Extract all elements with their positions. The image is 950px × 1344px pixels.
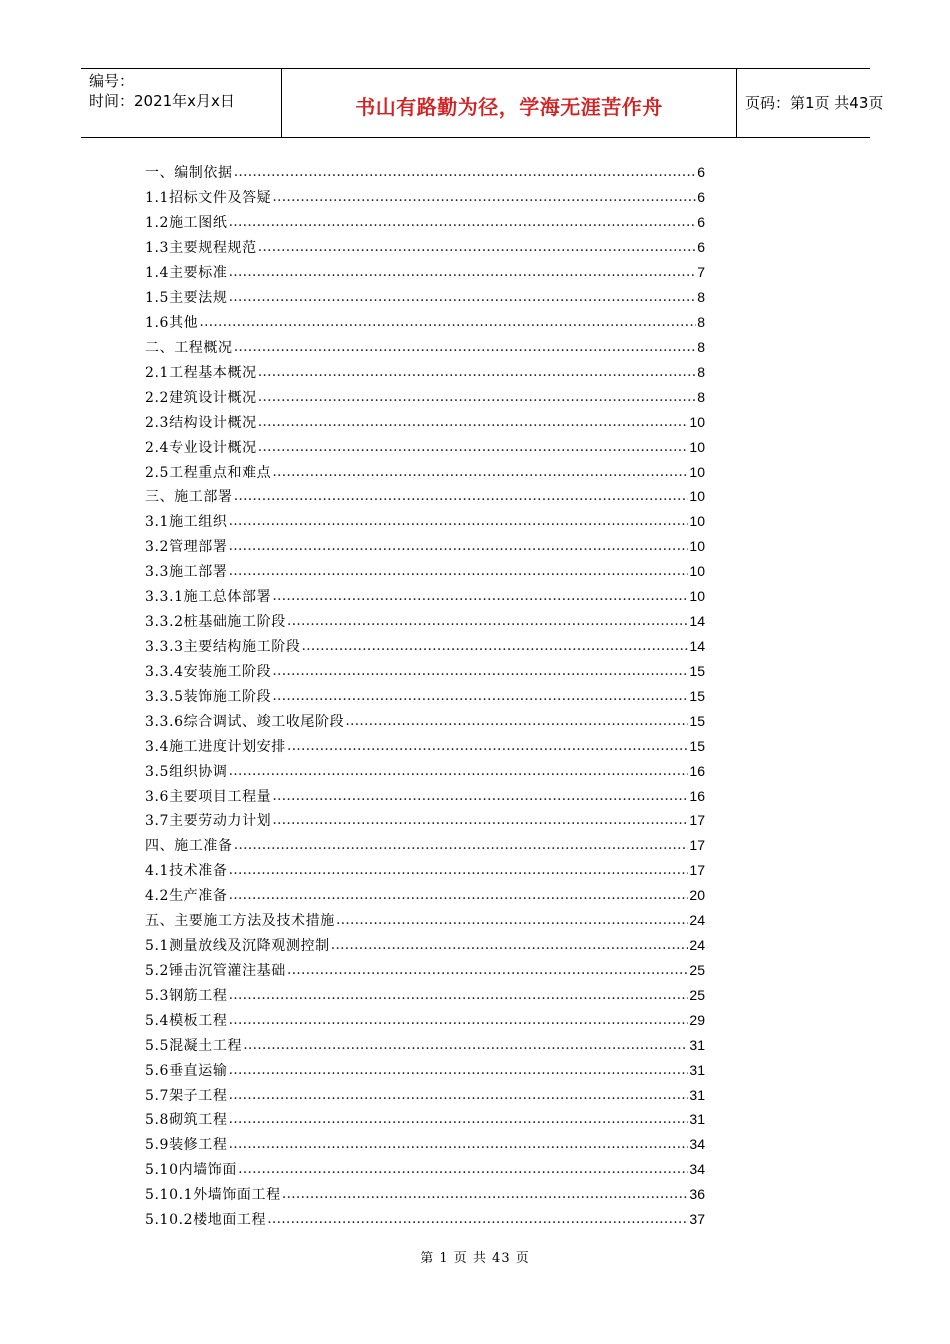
toc-entry-title: 3.3.2桩基础施工阶段 bbox=[145, 614, 286, 631]
toc-leader-dots bbox=[234, 339, 697, 355]
toc-entry[interactable] bbox=[145, 982, 705, 1007]
toc-entry-title: 3.3.3主要结构施工阶段 bbox=[145, 638, 301, 655]
toc-entry[interactable] bbox=[145, 559, 705, 584]
toc-entry-title: 2.3结构设计概况 bbox=[145, 414, 257, 431]
toc-entry[interactable] bbox=[145, 1082, 705, 1107]
document-number-label: 编号： bbox=[89, 72, 135, 90]
toc-entry[interactable] bbox=[145, 285, 705, 310]
toc-leader-dots bbox=[258, 439, 689, 455]
toc-entry-page: 29 bbox=[689, 1011, 705, 1028]
toc-entry-page: 31 bbox=[689, 1086, 705, 1103]
toc-entry-page: 8 bbox=[697, 338, 705, 355]
toc-entry[interactable] bbox=[145, 933, 705, 958]
toc-leader-dots bbox=[272, 464, 688, 480]
toc-entry-title: 1.1招标文件及答疑 bbox=[145, 190, 272, 207]
toc-entry-title: 3.1施工组织 bbox=[145, 514, 228, 531]
toc-leader-dots bbox=[228, 987, 688, 1003]
toc-entry-title: 1.4主要标准 bbox=[145, 265, 228, 282]
toc-entry-page: 6 bbox=[697, 189, 705, 206]
toc-leader-dots bbox=[301, 638, 688, 654]
toc-entry-page: 6 bbox=[697, 164, 705, 181]
toc-leader-dots bbox=[228, 862, 688, 878]
toc-entry[interactable] bbox=[145, 1207, 705, 1232]
toc-leader-dots bbox=[234, 837, 689, 853]
toc-entry[interactable] bbox=[145, 509, 705, 534]
toc-entry-page: 24 bbox=[689, 912, 705, 929]
toc-entry-page: 17 bbox=[689, 812, 705, 829]
toc-leader-dots bbox=[258, 239, 697, 255]
toc-entry[interactable] bbox=[145, 1157, 705, 1182]
toc-entry-page: 20 bbox=[689, 887, 705, 904]
toc-entry-title: 3.5组织协调 bbox=[145, 763, 228, 780]
toc-entry-title: 5.8砌筑工程 bbox=[145, 1112, 228, 1129]
toc-entry-title: 1.5主要法规 bbox=[145, 290, 228, 307]
toc-leader-dots bbox=[228, 538, 688, 554]
toc-entry[interactable] bbox=[145, 409, 705, 434]
toc-entry[interactable] bbox=[145, 1032, 705, 1057]
header-motto-cell bbox=[281, 69, 737, 137]
toc-entry-title: 四、施工准备 bbox=[145, 838, 233, 855]
toc-entry-title: 3.3施工部署 bbox=[145, 564, 228, 581]
document-date-label: 时间：2021年x月x日 bbox=[89, 92, 235, 110]
toc-entry[interactable] bbox=[145, 634, 705, 659]
toc-entry-title: 5.10内墙饰面 bbox=[145, 1162, 237, 1179]
toc-leader-dots bbox=[228, 513, 688, 529]
toc-leader-dots bbox=[228, 214, 696, 230]
toc-leader-dots bbox=[228, 763, 688, 779]
toc-entry-page: 10 bbox=[689, 463, 705, 480]
toc-entry-page: 24 bbox=[689, 937, 705, 954]
toc-entry-title: 3.6主要项目工程量 bbox=[145, 788, 272, 805]
toc-leader-dots bbox=[345, 713, 688, 729]
toc-entry-page: 15 bbox=[689, 687, 705, 704]
toc-entry-title: 5.6垂直运输 bbox=[145, 1062, 228, 1079]
toc-entry[interactable] bbox=[145, 1107, 705, 1132]
toc-entry-page: 31 bbox=[689, 1061, 705, 1078]
toc-entry[interactable] bbox=[145, 758, 705, 783]
toc-leader-dots bbox=[238, 1161, 688, 1177]
toc-entry[interactable] bbox=[145, 310, 705, 335]
toc-entry[interactable] bbox=[145, 185, 705, 210]
toc-entry-page: 25 bbox=[689, 986, 705, 1003]
toc-entry[interactable] bbox=[145, 908, 705, 933]
toc-entry-title: 一、编制依据 bbox=[145, 165, 233, 182]
toc-entry-page: 6 bbox=[697, 239, 705, 256]
toc-entry-title: 5.9装修工程 bbox=[145, 1137, 228, 1154]
toc-entry[interactable] bbox=[145, 534, 705, 559]
toc-entry[interactable] bbox=[145, 683, 705, 708]
toc-leader-dots bbox=[272, 688, 688, 704]
toc-entry-title: 3.4施工进度计划安排 bbox=[145, 738, 286, 755]
toc-leader-dots bbox=[228, 1136, 688, 1152]
toc-entry-page: 31 bbox=[689, 1036, 705, 1053]
toc-entry[interactable] bbox=[145, 235, 705, 260]
toc-entry-page: 16 bbox=[689, 762, 705, 779]
toc-leader-dots bbox=[228, 1012, 688, 1028]
page-footer: 第 1 页 共 43 页 bbox=[420, 1251, 530, 1266]
header-motto: 书山有路勤为径，学海无涯苦作舟 bbox=[355, 95, 663, 119]
toc-entry-page: 10 bbox=[689, 563, 705, 580]
toc-entry-page: 8 bbox=[697, 363, 705, 380]
toc-entry-title: 3.2管理部署 bbox=[145, 539, 228, 556]
toc-entry-page: 17 bbox=[689, 837, 705, 854]
toc-entry-page: 10 bbox=[689, 413, 705, 430]
toc-entry-title: 5.4模板工程 bbox=[145, 1012, 228, 1029]
toc-entry-title: 2.5工程重点和难点 bbox=[145, 464, 272, 481]
toc-leader-dots bbox=[258, 364, 697, 380]
toc-entry-title: 1.6其他 bbox=[145, 314, 199, 331]
toc-entry-page: 14 bbox=[689, 637, 705, 654]
toc-entry-page: 8 bbox=[697, 313, 705, 330]
toc-leader-dots bbox=[228, 1111, 688, 1127]
toc-entry-title: 2.2建筑设计概况 bbox=[145, 389, 257, 406]
toc-entry-page: 8 bbox=[697, 289, 705, 306]
toc-leader-dots bbox=[234, 488, 689, 504]
toc-entry-title: 3.7主要劳动力计划 bbox=[145, 813, 272, 830]
toc-entry-page: 25 bbox=[689, 961, 705, 978]
toc-entry[interactable] bbox=[145, 584, 705, 609]
toc-leader-dots bbox=[228, 563, 688, 579]
toc-entry-page: 8 bbox=[697, 388, 705, 405]
toc-entry[interactable] bbox=[145, 708, 705, 733]
toc-entry[interactable] bbox=[145, 783, 705, 808]
toc-leader-dots bbox=[287, 962, 689, 978]
toc-entry-page: 6 bbox=[697, 214, 705, 231]
toc-entry-title: 5.10.2楼地面工程 bbox=[145, 1212, 267, 1229]
toc-leader-dots bbox=[228, 1062, 688, 1078]
toc-entry[interactable] bbox=[145, 609, 705, 634]
toc-entry-title: 3.3.4安装施工阶段 bbox=[145, 663, 272, 680]
document-header bbox=[81, 68, 884, 138]
toc-entry-title: 3.3.6综合调试、竣工收尾阶段 bbox=[145, 713, 345, 730]
toc-entry[interactable] bbox=[145, 958, 705, 983]
toc-entry-page: 16 bbox=[689, 787, 705, 804]
toc-entry-title: 3.3.1施工总体部署 bbox=[145, 589, 272, 606]
toc-entry-page: 10 bbox=[689, 513, 705, 530]
toc-leader-dots bbox=[228, 1087, 688, 1103]
toc-entry-page: 10 bbox=[689, 588, 705, 605]
toc-entry[interactable] bbox=[145, 883, 705, 908]
toc-leader-dots bbox=[272, 588, 688, 604]
toc-leader-dots bbox=[267, 1211, 688, 1227]
toc-leader-dots bbox=[287, 613, 689, 629]
header-page-label: 页码：第1页 共43页 bbox=[745, 94, 884, 112]
toc-entry-title: 5.1测量放线及沉降观测控制 bbox=[145, 938, 330, 955]
header-page-cell bbox=[736, 69, 884, 137]
toc-entry-title: 4.2生产准备 bbox=[145, 888, 228, 905]
toc-entry[interactable] bbox=[145, 1007, 705, 1032]
toc-entry[interactable] bbox=[145, 1132, 705, 1157]
toc-entry-page: 34 bbox=[689, 1161, 705, 1178]
toc-entry[interactable] bbox=[145, 833, 705, 858]
toc-entry[interactable] bbox=[145, 484, 705, 509]
toc-entry[interactable] bbox=[145, 459, 705, 484]
toc-leader-dots bbox=[272, 812, 688, 828]
toc-entry-page: 15 bbox=[689, 712, 705, 729]
toc-entry-page: 34 bbox=[689, 1136, 705, 1153]
toc-entry-page: 14 bbox=[689, 613, 705, 630]
toc-entry-page: 15 bbox=[689, 662, 705, 679]
toc-leader-dots bbox=[272, 189, 696, 205]
toc-leader-dots bbox=[228, 289, 696, 305]
toc-entry-page: 36 bbox=[689, 1186, 705, 1203]
toc-leader-dots bbox=[282, 1186, 689, 1202]
toc-leader-dots bbox=[272, 663, 688, 679]
toc-entry[interactable] bbox=[145, 160, 705, 185]
toc-entry-title: 三、施工部署 bbox=[145, 489, 233, 506]
toc-entry[interactable] bbox=[145, 658, 705, 683]
toc-entry-title: 1.2施工图纸 bbox=[145, 215, 228, 232]
toc-leader-dots bbox=[287, 738, 689, 754]
toc-entry[interactable] bbox=[145, 434, 705, 459]
toc-entry-page: 10 bbox=[689, 538, 705, 555]
toc-entry[interactable] bbox=[145, 858, 705, 883]
toc-leader-dots bbox=[234, 164, 697, 180]
toc-entry-title: 1.3主要规程规范 bbox=[145, 240, 257, 257]
toc-leader-dots bbox=[272, 788, 688, 804]
toc-entry[interactable] bbox=[145, 359, 705, 384]
toc-entry-title: 5.2锤击沉管灌注基础 bbox=[145, 962, 286, 979]
toc-entry-title: 二、工程概况 bbox=[145, 339, 233, 356]
toc-entry-title: 2.1工程基本概况 bbox=[145, 364, 257, 381]
toc-entry-title: 5.5混凝土工程 bbox=[145, 1037, 243, 1054]
toc-entry[interactable] bbox=[145, 210, 705, 235]
toc-leader-dots bbox=[336, 912, 689, 928]
toc-entry[interactable] bbox=[145, 260, 705, 285]
toc-leader-dots bbox=[258, 414, 689, 430]
toc-entry-title: 5.3钢筋工程 bbox=[145, 987, 228, 1004]
toc-entry-title: 5.10.1外墙饰面工程 bbox=[145, 1187, 281, 1204]
toc-entry-page: 37 bbox=[689, 1211, 705, 1228]
toc-leader-dots bbox=[199, 314, 696, 330]
toc-entry[interactable] bbox=[145, 334, 705, 359]
toc-entry-page: 15 bbox=[689, 737, 705, 754]
toc-entry-title: 2.4专业设计概况 bbox=[145, 439, 257, 456]
toc-leader-dots bbox=[243, 1037, 688, 1053]
toc-entry-title: 5.7架子工程 bbox=[145, 1087, 228, 1104]
toc-leader-dots bbox=[228, 264, 696, 280]
toc-entry[interactable] bbox=[145, 384, 705, 409]
toc-leader-dots bbox=[258, 389, 697, 405]
toc-entry[interactable] bbox=[145, 1182, 705, 1207]
header-meta-cell bbox=[81, 69, 281, 137]
toc-entry-page: 7 bbox=[697, 264, 705, 281]
toc-entry-page: 10 bbox=[689, 438, 705, 455]
toc-entry-page: 10 bbox=[689, 488, 705, 505]
toc-entry[interactable] bbox=[145, 733, 705, 758]
table-of-contents bbox=[145, 160, 705, 1232]
toc-leader-dots bbox=[228, 887, 688, 903]
toc-entry-page: 17 bbox=[689, 862, 705, 879]
toc-entry[interactable] bbox=[145, 1057, 705, 1082]
toc-entry-title: 3.3.5装饰施工阶段 bbox=[145, 688, 272, 705]
toc-entry[interactable] bbox=[145, 808, 705, 833]
toc-entry-page: 31 bbox=[689, 1111, 705, 1128]
toc-entry-title: 4.1技术准备 bbox=[145, 863, 228, 880]
toc-entry-title: 五、主要施工方法及技术措施 bbox=[145, 913, 335, 930]
toc-leader-dots bbox=[331, 937, 689, 953]
